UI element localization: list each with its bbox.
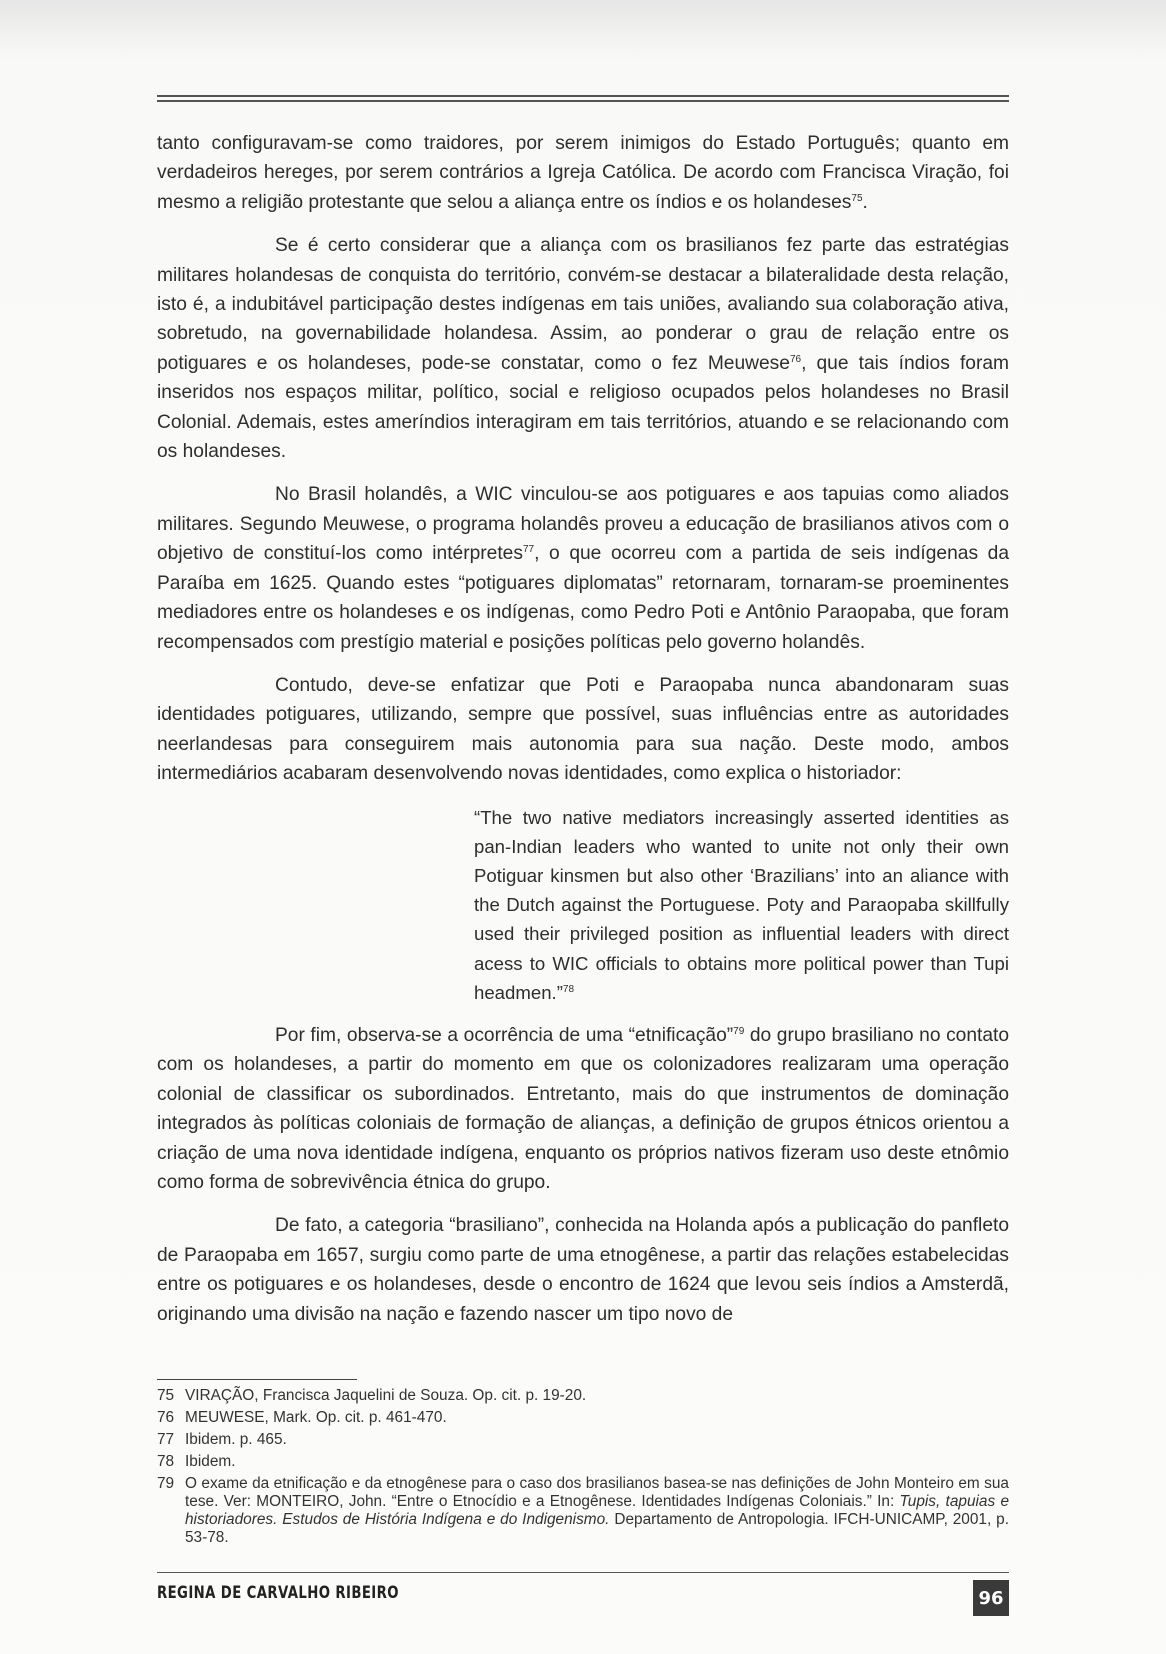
- footnote-number: 79: [157, 1475, 175, 1492]
- paragraph: [157, 1211, 1009, 1329]
- paragraph-text: , o que ocorreu com a partida de seis indígenas da Paraíba em 1625. Quando estes “potiguares diplomatas” retornaram, tornaram-se proeminentes mediadores entre os holandeses e os indígenas, como Pedro Poti e Antônio Paraopaba, que foram recompensados com prestígio material e posições políticas pelo governo holandês.: [157, 543, 1009, 653]
- paragraph-text: Contudo, deve-se enfatizar que Poti e Paraopaba nunca abandonaram suas identidades potiguares, utilizando, sempre que possível, suas influências entre as autoridades neerlandesas para conseguirem mais autonomia para sua nação. Deste modo, ambos intermediários acabaram desenvolvendo novas identidades, como explica o historiador:: [157, 674, 1009, 785]
- footnote-79: [157, 1473, 1009, 1547]
- footnote-number: 75: [157, 1387, 175, 1404]
- footnote-text-lead: O exame da etnificação e da etnogênese para o caso dos brasilianos basea-se nas definições de John Monteiro em sua tese. Ver: MONTEIRO, John. “Entre o Etnocídio e a Etnogênese. Identidades Indígenas Coloniais.” In:: [185, 1475, 1009, 1510]
- quote-text: “The two native mediators increasingly asserted identities as pan-Indian leaders who wanted to unite not only their own Potiguar kinsmen but also other ‘Brazilians’ into an aliance with the Dutch against the Portuguese. Poty and Paraopaba skillfully used their privileged position as influential leaders with direct acess to WIC officials to obtains more political power than Tupi headmen.”: [474, 806, 1009, 1003]
- footnote-text: Ibidem. p. 465.: [185, 1431, 287, 1448]
- footnote-number: 76: [157, 1409, 175, 1426]
- body-text: [157, 129, 1009, 1329]
- footnote-text: VIRAÇÃO, Francisca Jaquelini de Souza. Op. cit. p. 19-20.: [185, 1387, 587, 1404]
- paragraph: [157, 671, 1009, 789]
- footer-author: REGINA DE CARVALHO RIBEIRO: [157, 1583, 399, 1603]
- paragraph-continuation: [157, 129, 1009, 217]
- paragraph-text: Por fim, observa-se a ocorrência de uma “etnificação”: [275, 1024, 734, 1046]
- block-quote: [474, 803, 1009, 1007]
- header-double-rule: [157, 95, 1009, 102]
- footnote-78: [157, 1451, 1009, 1473]
- paragraph: [157, 480, 1009, 656]
- footnote-number: 77: [157, 1431, 175, 1448]
- footnote-77: [157, 1429, 1009, 1451]
- footnote-text: [185, 1473, 1009, 1547]
- paragraph-text: , que tais índios foram inseridos nos espaços militar, político, social e religioso ocupados pelos holandeses no Brasil Colonial. Ademais, estes ameríndios interagiram em tais territórios, atuando e se relacionando com os holandeses.: [157, 352, 1009, 463]
- paragraph: [157, 231, 1009, 466]
- paragraph: [157, 1021, 1009, 1197]
- footer-rule: [157, 1572, 1009, 1573]
- paragraph-text: tanto configuravam-se como traidores, por serem inimigos do Estado Português; quanto em verdadeiros hereges, por serem contrários a Igreja Católica. De acordo com Francisca Viração, foi mesmo a religião protestante que selou a aliança entre os índios e os holandeses: [157, 133, 1009, 213]
- footnotes: [157, 1385, 1009, 1547]
- paragraph-text: Se é certo considerar que a aliança com os brasilianos fez parte das estratégias militares holandesas de conquista do território, convém-se destacar a bilateralidade desta relação, isto é, a indubitável participação destes indígenas em tais uniões, avaliando sua colaboração ativa, sobretudo, na governabilidade holandesa. Assim, ao ponderar o grau de relação entre os potiguares e os holandeses, pode-se constatar, como o fez Meuwese: [157, 235, 1009, 374]
- paragraph-text: De fato, a categoria “brasiliano”, conhecida na Holanda após a publicação do panfleto de Paraopaba em 1657, surgiu como parte de uma etnogênese, a partir das relações estabelecidas entre os potiguares e os holandeses, desde o encontro de 1624 que levou seis índios a Amsterdã, originando uma divisão na nação e fazendo nascer um tipo novo de: [157, 1215, 1009, 1325]
- footnote-ref-75[interactable]: 75: [851, 192, 863, 204]
- paragraph-text: .: [862, 191, 868, 213]
- footnote-ref-79[interactable]: 79: [733, 1025, 745, 1037]
- footnote-ref-77[interactable]: 77: [522, 544, 535, 556]
- footnote-ref-78[interactable]: 78: [562, 983, 575, 995]
- footnote-75: [157, 1385, 1009, 1407]
- footnote-text-tail: Departamento de Antropologia. IFCH-UNICAMP, 2001, p. 53-78.: [185, 1511, 1009, 1546]
- footnote-number: 78: [157, 1453, 175, 1470]
- page-number-badge: 96: [973, 1580, 1009, 1616]
- footnote-ref-76[interactable]: 76: [789, 353, 802, 365]
- footnote-text: MEUWESE, Mark. Op. cit. p. 461-470.: [185, 1409, 447, 1426]
- footnote-76: [157, 1407, 1009, 1429]
- paragraph-text: do grupo brasiliano no contato com os holandeses, a partir do momento em que os colonizadores realizaram uma operação colonial de classificar os subordinados. Entretanto, mais do que instrumentos de dominação integrados às políticas coloniais de formação de alianças, a definição de grupos étnicos orientou a criação de uma nova identidade indígena, enquanto os próprios nativos fizeram uso deste etnômio como forma de sobrevivência étnica do grupo.: [157, 1024, 1010, 1193]
- footnote-separator: [157, 1379, 357, 1380]
- paragraph-text: No Brasil holandês, a WIC vinculou-se aos potiguares e aos tapuias como aliados militares. Segundo Meuwese, o programa holandês proveu a educação de brasilianos ativos com o objetivo de constituí-los como intérpretes: [157, 484, 1009, 565]
- footnote-text: Ibidem.: [185, 1453, 236, 1470]
- footnote-book-title: Tupis, tapuias e historiadores. Estudos de História Indígena e do Indigenismo.: [185, 1493, 1010, 1528]
